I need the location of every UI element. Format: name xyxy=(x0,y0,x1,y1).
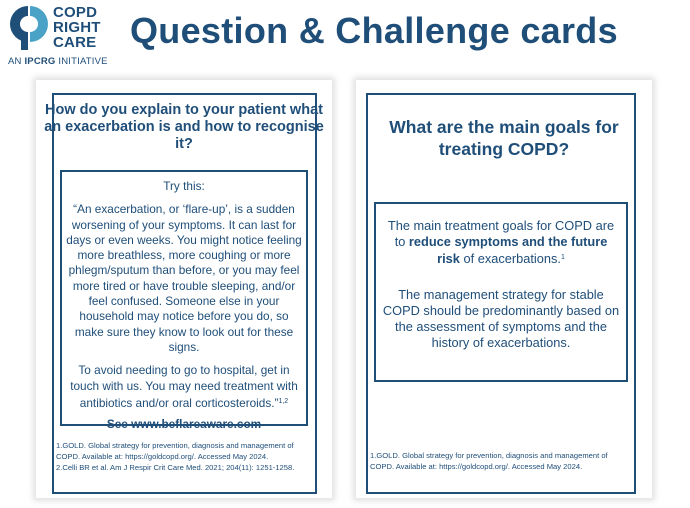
logo-tag-prefix: AN xyxy=(8,56,25,67)
copd-right-care-logo-icon xyxy=(6,4,50,52)
main-goals-pre: The main treatment goals for COPD are to xyxy=(387,218,615,249)
main-goals-text xyxy=(382,218,620,267)
management-strategy-text: The management strategy for stable COPD should be predominantly based on the assessment of symptoms and the history of exacerbations. xyxy=(382,287,620,350)
references xyxy=(370,450,632,472)
citation-sup: 1,2 xyxy=(278,397,289,405)
logo-tag-ipcrg: IPCRG xyxy=(24,56,56,67)
citation-sup: 1 xyxy=(560,254,565,261)
main-goals-bold: reduce symptoms and the future risk xyxy=(408,234,608,266)
reference-2: 2.Celli BR et al. Am J Respir Crit Care Med. 2021; 204(11): 1251-1258. xyxy=(56,463,295,472)
question-card-goals xyxy=(356,80,652,498)
try-this-label: Try this: xyxy=(163,179,205,193)
explanation-quote: “An exacerbation, or ‘flare-up’, is a sudden worsening of your symptoms. It can last for days or even weeks. You might notice feeling more breathless, more coughing or more phlegm/sputum than before, or you may feel more tired or have trouble sleeping, and/or feel confused. Someone else in your household may notice before you do, so make sure they know to look out for these signs. xyxy=(66,202,302,354)
logo-tag-suffix: INITIATIVE xyxy=(55,56,108,67)
reference-1: 1.GOLD. Global strategy for prevention, diagnosis and management of COPD. Available at: https://goldcopd.org/. Accessed May 2024. xyxy=(56,441,294,461)
card-question: How do you explain to your patient what an exacerbation is and how to recognise it? xyxy=(44,102,324,152)
page-title: Question & Challenge cards xyxy=(130,10,618,51)
answer-box xyxy=(374,202,628,382)
avoid-hospital-text xyxy=(66,363,302,411)
copd-right-care-logo xyxy=(6,4,118,67)
logo-word-copd: COPD xyxy=(53,4,98,21)
website-link[interactable]: See www.beflareaware.com xyxy=(106,417,262,432)
logo-tagline xyxy=(8,56,108,67)
references xyxy=(56,440,316,473)
avoid-hospital-body: To avoid needing to go to hospital, get in touch with us. You may need treatment with antibiotics and/or oral corticosteroids.” xyxy=(70,363,298,410)
logo-word-right: RIGHT xyxy=(53,19,101,36)
logo-word-care: CARE xyxy=(53,34,97,51)
answer-box xyxy=(60,170,308,432)
main-goals-post: of exacerbations. xyxy=(459,251,561,266)
reference-1: 1.GOLD. Global strategy for prevention, diagnosis and management of COPD. Available at: https://goldcopd.org/. Accessed May 2024. xyxy=(370,451,608,471)
card-question: What are the main goals for treating COPD? xyxy=(389,117,619,159)
question-card-exacerbation xyxy=(36,80,332,498)
